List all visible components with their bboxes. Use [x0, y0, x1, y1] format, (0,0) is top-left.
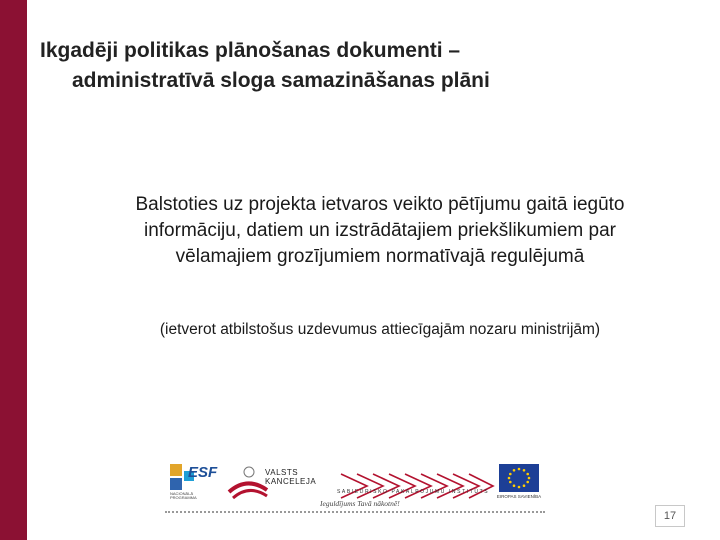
- vk-line1: VALSTS: [265, 468, 299, 477]
- slide-title-line1: Ikgadēji politikas plānošanas dokumenti –: [40, 39, 461, 62]
- vk-line2: KANCELEJA: [265, 477, 317, 486]
- esf-logo-text: ESF: [188, 464, 218, 481]
- eu-flag-logo: [499, 464, 539, 492]
- esf-logo-subtext: NACIONĀLĀ PROGRAMMA: [170, 491, 197, 500]
- body-line-3: vēlamajiem grozījumiem normatīvajā regulējumā: [175, 246, 585, 267]
- eu-flag-subtext: EIROPAS SAVIENĪBA: [496, 494, 542, 499]
- dotted-divider: [165, 511, 545, 515]
- slide-body-text: [60, 192, 700, 270]
- slide-title: [40, 36, 700, 96]
- partner-logo-subtext: SABIEDRISKO PAKALPOJUMU INSTITŪTS: [337, 489, 490, 495]
- slogan-text: Ieguldījums Tavā nākotnē!: [320, 499, 400, 508]
- body-line-2: informāciju, datiem un izstrādātajiem priekšlikumiem par: [143, 220, 616, 241]
- slogan-bar: [165, 498, 545, 518]
- body-line-1: Balstoties uz projekta ietvaros veikto pētījumu gaitā iegūto: [135, 194, 625, 215]
- logo-strip: [165, 458, 545, 518]
- esf-logo: [170, 464, 220, 500]
- eu-stars-icon: [499, 464, 539, 492]
- page-number: 17: [655, 505, 685, 527]
- valsts-kanceleja-text: [265, 468, 316, 486]
- slide-note: (ietverot atbilstošus uzdevumus attiecīgajām nozaru ministrijām): [159, 321, 601, 338]
- left-accent-bar: [0, 0, 27, 540]
- slide-title-line2: administratīvā sloga samazināšanas plāni: [72, 69, 490, 92]
